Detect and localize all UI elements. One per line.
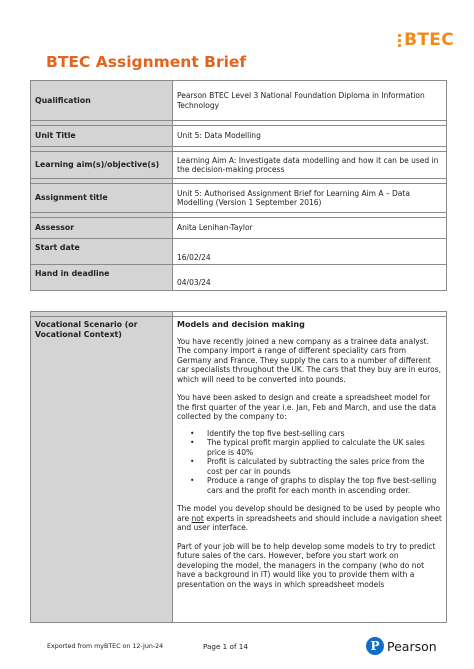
row-label: Unit Title xyxy=(31,126,173,147)
table-row-learning-aim xyxy=(31,152,447,179)
table-row-assignment-title xyxy=(31,184,447,213)
paragraph-text: experts in spreadsheets and should include a navigation sheet and user interface. xyxy=(177,513,442,532)
pearson-logo xyxy=(366,637,437,655)
scenario-paragraph: You have been asked to design and create a spreadsheet model for the first quarter of the year i.e. Jan, Feb and March, and use the data collected by the company to: xyxy=(177,393,437,421)
scenario-content xyxy=(173,317,447,623)
page-number: Page 1 of 14 xyxy=(203,642,248,651)
scenario-paragraph xyxy=(177,504,442,533)
page-title: BTEC Assignment Brief xyxy=(46,53,247,71)
pearson-logo-text: Pearson xyxy=(387,638,437,654)
scenario-paragraph: You have recently joined a new company as a trainee data analyst. The company import a range of different speciality cars from Germany and France. They supply the cars to a number of different car specialists throughout the UK. The cars that they buy are in euros, which will need to be converted into pounds. xyxy=(177,336,441,384)
scenario-task-list xyxy=(177,429,442,496)
list-item: • Produce a range of graphs to display the top five best-selling cars and the profit for each month in ascending order. xyxy=(207,476,442,495)
scenario-label: Vocational Scenario (or Vocational Context) xyxy=(31,317,173,623)
paragraph-text: The model you develop should be designed to be used by people who are xyxy=(177,504,441,523)
assignment-info-table xyxy=(30,80,447,291)
row-label: Qualification xyxy=(31,81,173,121)
list-item: • Profit is calculated by subtracting the sales price from the cost per car in pounds xyxy=(207,457,442,476)
row-label: Assignment title xyxy=(31,184,173,213)
row-value: Learning Aim A: Investigate data modelling and how it can be used in the decision-making process xyxy=(173,152,447,179)
page-footer xyxy=(0,637,474,657)
btec-logo-mark-icon xyxy=(398,34,401,47)
row-value: 16/02/24 xyxy=(173,239,447,265)
table-row-unit-title xyxy=(31,126,447,147)
pearson-logo-icon: P xyxy=(366,637,384,655)
row-value: Unit 5: Data Modelling xyxy=(173,126,447,147)
list-item: • Identify the top five best-selling cars xyxy=(207,429,442,439)
export-note: Exported from myBTEC on 12-Jun-24 xyxy=(47,643,164,650)
row-value: Unit 5: Authorised Assignment Brief for Learning Aim A – Data Modelling (Version 1 September 2016) xyxy=(173,184,447,213)
row-label: Learning aim(s)/objective(s) xyxy=(31,152,173,179)
table-row-scenario xyxy=(31,317,447,623)
vocational-scenario-table xyxy=(30,311,447,623)
table-row-start-date xyxy=(31,239,447,265)
row-label: Hand in deadline xyxy=(31,265,173,291)
scenario-paragraph: Part of your job will be to help develop some models to try to predict future sales of the cars. However, before you start work on developing the model, the managers in the company (who do not have a background in IT) would like you to provide them with a presentation on the ways in which spreadsheet models xyxy=(177,541,436,589)
btec-logo-text: BTEC xyxy=(404,30,454,50)
row-value: Pearson BTEC Level 3 National Foundation Diploma in Information Technology xyxy=(173,81,447,121)
table-row-hand-in-deadline xyxy=(31,265,447,291)
list-item: • The typical profit margin applied to calculate the UK sales price is 40% xyxy=(207,438,442,457)
row-value: 04/03/24 xyxy=(173,265,447,291)
table-row-qualification xyxy=(31,81,447,121)
row-value: Anita Lenihan-Taylor xyxy=(173,218,447,239)
underlined-text: not xyxy=(191,513,204,523)
scenario-heading: Models and decision making xyxy=(177,320,305,329)
btec-logo xyxy=(398,30,454,50)
table-row-assessor xyxy=(31,218,447,239)
row-label: Assessor xyxy=(31,218,173,239)
row-label: Start date xyxy=(31,239,173,265)
